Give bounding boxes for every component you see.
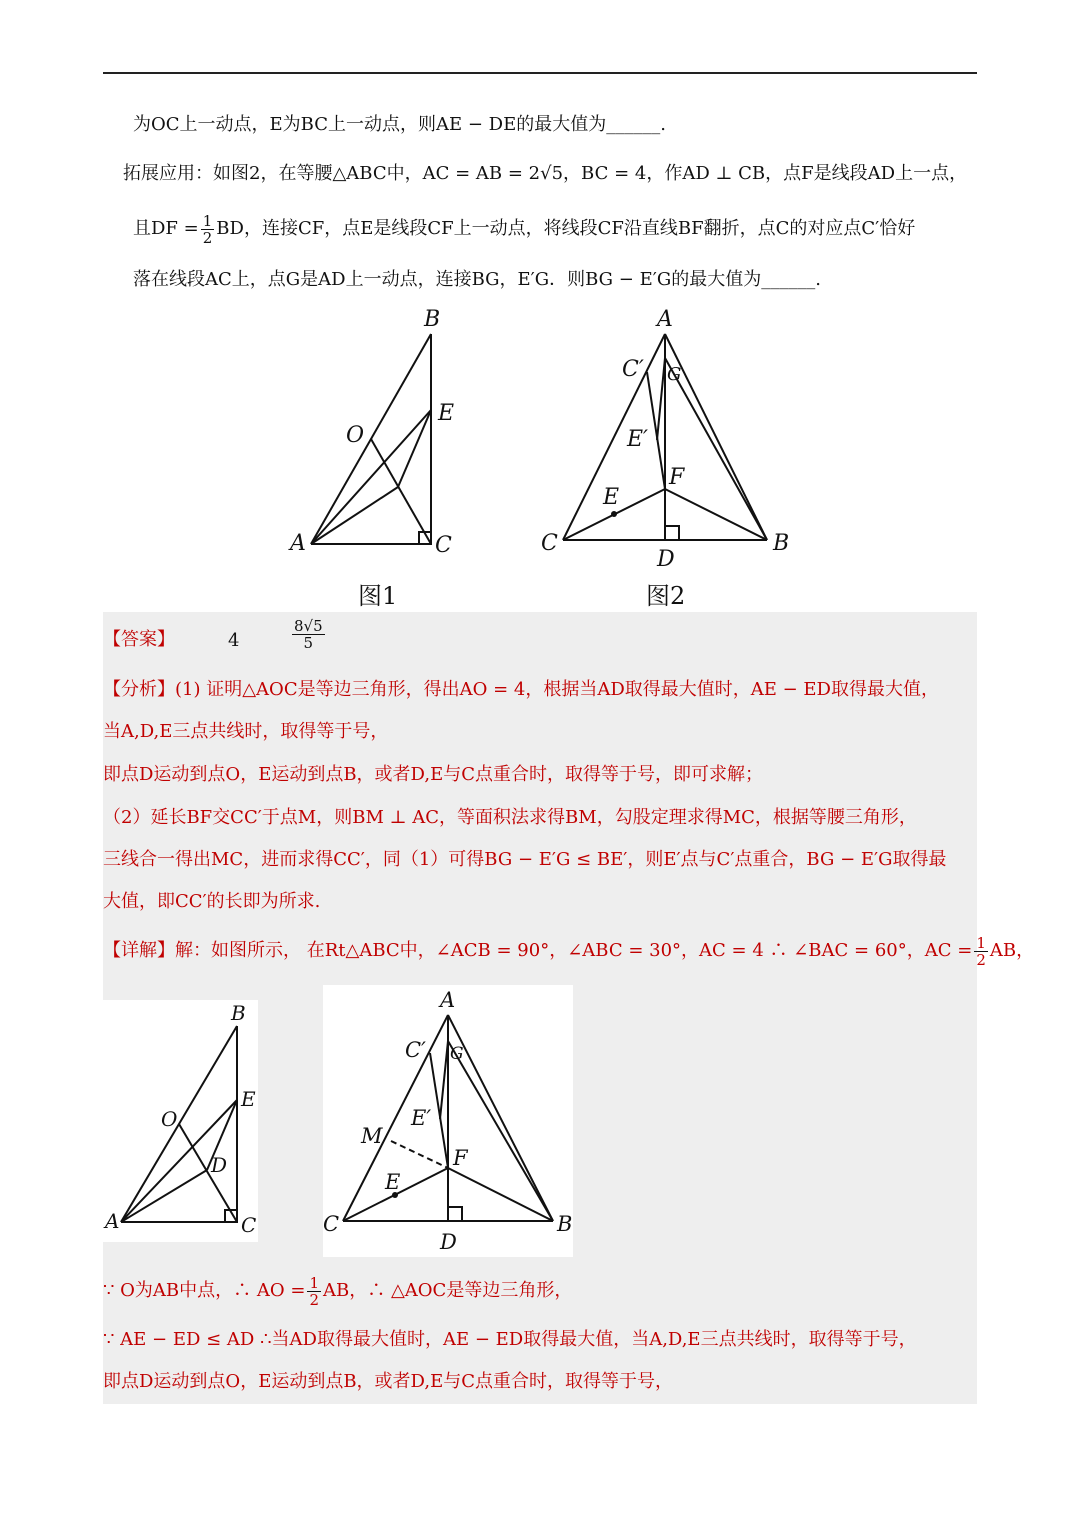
detail-fraction-1-num: 1 <box>976 933 986 952</box>
fraction-half <box>201 213 215 246</box>
detail-fraction-2 <box>307 1275 321 1308</box>
detail-fraction-2-num: 1 <box>309 1273 319 1292</box>
detail-fraction-1 <box>974 935 988 968</box>
fig4-label-c: C <box>323 1212 340 1236</box>
fig1-line-de <box>398 410 431 487</box>
fig2-line-ge1 <box>657 358 665 440</box>
detail-line-1-pre: 【详解】解：如图所示， 在Rt△ABC中，∠ACB = 90°，∠ABC = 30°，AC = 4 ∴ ∠BAC = 60°，AC = <box>103 940 973 961</box>
problem-line-3-pre: 且DF = <box>133 218 199 239</box>
problem-line-1: 为OC上一动点，E为BC上一动点，则AE − DE的最大值为______. <box>133 114 666 135</box>
fig4-label-f: F <box>453 1146 468 1170</box>
analysis-line-5: 三线合一得出MC，进而求得CC′，同（1）可得BG − E′G ≤ BE′，则E′点与C′点重合，BG − E′G取得最 <box>103 849 947 870</box>
detail-line-2-post: AB，∴ △AOC是等边三角形， <box>323 1280 573 1301</box>
figure-1-caption: 图1 <box>358 582 398 610</box>
fig2-label-d: D <box>657 547 675 570</box>
analysis-line-2: 当A,D,E三点共线时，取得等于号， <box>103 721 389 742</box>
analysis-line-1: 【分析】(1) 证明△AOC是等边三角形，得出AO = 4，根据当AD取得最大值时，AE − ED取得最大值， <box>103 679 939 700</box>
detail-fraction-2-den: 2 <box>309 1290 319 1309</box>
detail-line-1-post: AB， <box>989 940 1035 961</box>
fig1-line-ae <box>311 410 431 544</box>
figure-2-caption: 图2 <box>646 582 686 610</box>
fraction-numerator: 1 <box>202 211 213 230</box>
answer-fraction-numerator: 8√5 <box>294 617 323 635</box>
fig2-label-c: C <box>541 531 558 556</box>
fig4-label-g: G <box>450 1044 464 1064</box>
fig2-label-g: G <box>667 364 682 385</box>
header-rule <box>103 72 977 74</box>
fig4-label-c1: C′ <box>405 1038 426 1062</box>
fig3-label-d: D <box>211 1153 228 1177</box>
fig4-label-m: M <box>361 1124 383 1148</box>
analysis-line-4: （2）延长BF交CC′于点M，则BM ⊥ AC，等面积法求得BM，勾股定理求得MC，根据等腰三角形， <box>103 807 917 828</box>
figure-2 <box>535 300 795 570</box>
fig2-label-c1: C′ <box>622 357 644 382</box>
answer-fraction-denominator: 5 <box>303 634 314 652</box>
fig4-label-e: E <box>385 1170 401 1194</box>
figure-1 <box>280 300 470 560</box>
fig2-label-f: F <box>669 465 685 490</box>
fig2-line-gb <box>665 358 767 540</box>
fig3-label-b: B <box>231 1001 246 1025</box>
problem-line-3 <box>133 208 915 250</box>
detail-line-4: 即点D运动到点O，E运动到点B，或者D,E与C点重合时，取得等于号， <box>103 1371 673 1392</box>
problem-line-3-post: BD，连接CF，点E是线段CF上一动点，将线段CF沿直线BF翻折，点C的对应点C′恰好 <box>216 218 916 239</box>
problem-line-4: 落在线段AC上，点G是AD上一动点，连接BG，E′G．则BG − E′G的最大值为______. <box>133 269 821 290</box>
fig4-label-e1: E′ <box>411 1106 432 1130</box>
fig2-label-b: B <box>773 531 790 556</box>
fig1-label-b: B <box>424 307 441 332</box>
figure-3 <box>103 1000 258 1242</box>
detail-line-2-pre: ∵ O为AB中点，∴ AO = <box>103 1280 306 1301</box>
fig4-label-b: B <box>557 1212 573 1236</box>
fig3-label-o: O <box>161 1107 178 1131</box>
problem-line-2: 拓展应用：如图2，在等腰△ABC中，AC = AB = 2√5，BC = 4，作AD ⊥ CB，点F是线段AD上一点， <box>123 163 968 184</box>
fig2-point-e <box>611 511 617 517</box>
fig1-label-c: C <box>435 533 452 558</box>
fraction-denominator: 2 <box>202 228 213 247</box>
answer-value-1: 4 <box>228 630 240 651</box>
fig2-label-a: A <box>657 307 673 332</box>
fig2-label-e: E <box>603 485 620 510</box>
analysis-line-6: 大值，即CC′的长即为所求. <box>103 891 321 912</box>
fig4-label-d: D <box>440 1230 457 1254</box>
answer-fraction <box>292 618 325 651</box>
detail-line-2 <box>103 1270 572 1312</box>
fig2-right-angle <box>665 526 679 540</box>
analysis-line-3: 即点D运动到点O，E运动到点B，或者D,E与C点重合时，取得等于号，即可求解； <box>103 764 763 785</box>
fig1-label-e: E <box>438 401 455 426</box>
fig3-label-c: C <box>241 1213 257 1237</box>
fig1-label-o: O <box>346 423 365 448</box>
figure-4 <box>323 985 573 1257</box>
detail-fraction-1-den: 2 <box>976 950 986 969</box>
fig1-line-oc <box>371 439 431 544</box>
answer-label: 【答案】 <box>103 629 175 650</box>
fig1-label-a: A <box>290 531 306 556</box>
fig3-label-a: A <box>105 1209 120 1233</box>
answer-value-2 <box>290 618 327 651</box>
detail-line-3: ∵ AE − ED ≤ AD ∴当AD取得最大值时，AE − ED取得最大值，当A,D,E三点共线时，取得等于号， <box>103 1329 917 1350</box>
fig3-label-e: E <box>241 1087 256 1111</box>
fig4-label-a: A <box>440 988 456 1012</box>
fig2-label-e1: E′ <box>627 427 649 452</box>
detail-line-1 <box>103 930 1034 972</box>
